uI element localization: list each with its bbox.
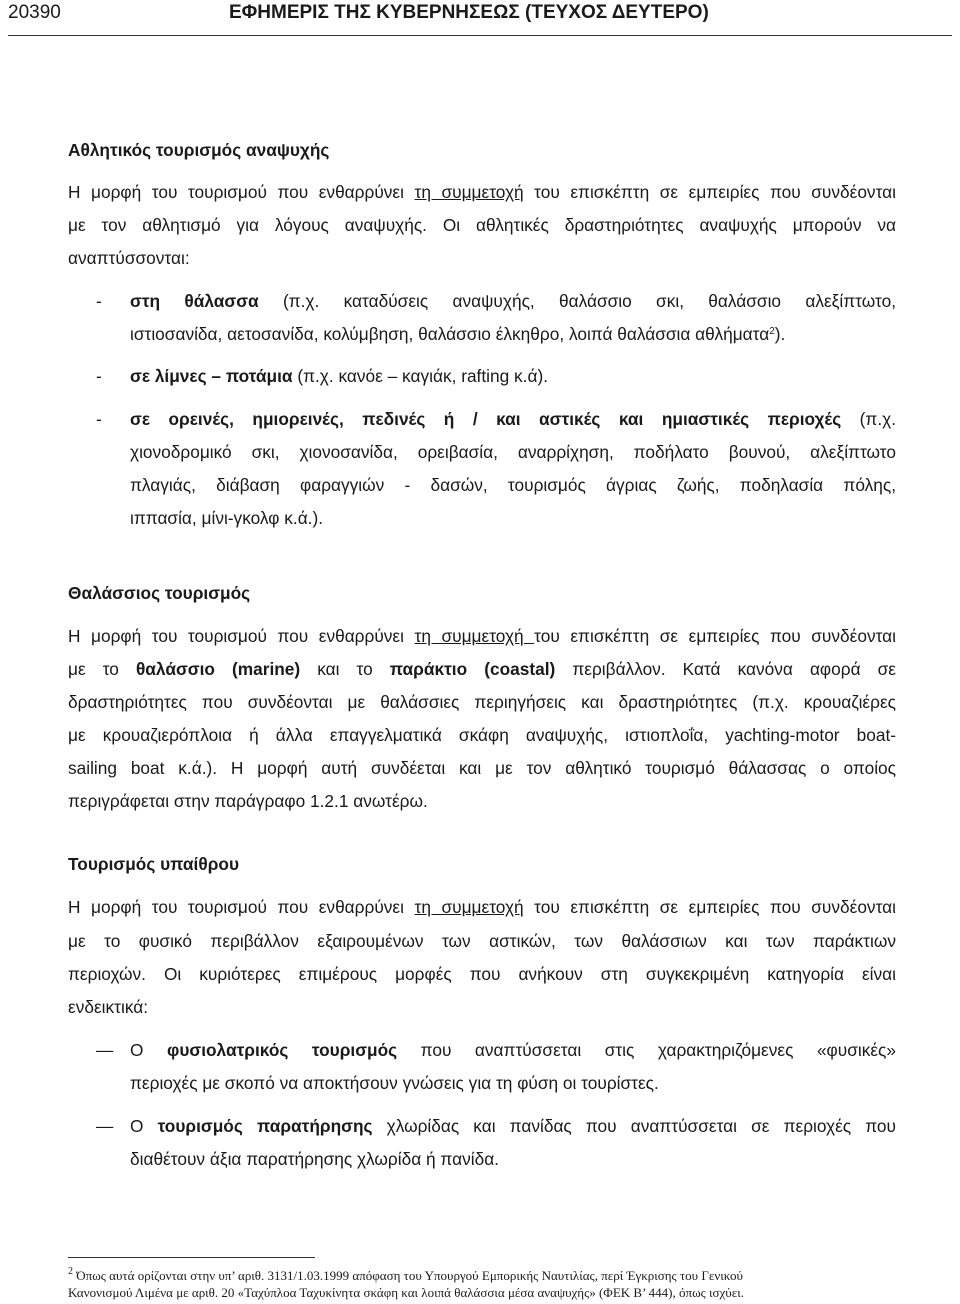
paragraph-line: αναπτύσσονται: <box>68 248 190 268</box>
paragraph-line: sailing boat κ.ά.). Η μορφή αυτή συνδέεται και με τον αθλητικό τουρισμό θάλασσας ο οποίος <box>68 758 896 778</box>
bullet-dash: - <box>96 291 102 311</box>
paragraph-line: δραστηριότητες που συνδέονται με θαλάσσιες περιηγήσεις και δραστηριότητες (π.χ. κρουαζιέρες <box>68 692 896 712</box>
bullet-dash: - <box>96 409 102 429</box>
list-item-mountain-line3: πλαγιάς, διάβαση φαραγγιών - δασών, τουρισμός άγριας ζωής, ποδηλασία πόλης, <box>130 475 896 495</box>
list-item-nature-tourism: Ο φυσιολατρικός τουρισμός που αναπτύσσεται στις χαρακτηριζόμενες «φυσικές» <box>130 1040 896 1060</box>
paragraph-line: με το θαλάσσιο (marine) και το παράκτιο (coastal) περιβάλλον. Κατά κανόνα αφορά σε <box>68 659 896 679</box>
paragraph-line: Η μορφή του τουρισμού που ενθαρρύνει τη συμμετοχή του επισκέπτη σε εμπειρίες που συνδέονται <box>68 626 896 646</box>
list-item-mountain-line2: χιονοδρομικό σκι, χιονοσανίδα, ορειβασία, αναρρίχηση, ποδήλατο βουνού, αλεξίπτωτο <box>130 442 896 462</box>
header-divider <box>8 35 952 36</box>
paragraph-line: περιγράφεται στην παράγραφο 1.2.1 ανωτέρω. <box>68 791 428 811</box>
page-header <box>8 2 952 32</box>
paragraph-line: με κρουαζιερόπλοια ή άλλα επαγγελματικά σκάφη αναψυχής, ιστιοπλοΐα, yachting-motor boat- <box>68 725 896 745</box>
section-heading-sports-tourism: Αθλητικός τουρισμός αναψυχής <box>68 140 330 160</box>
paragraph-line: Η μορφή του τουρισμού που ενθαρρύνει τη συμμετοχή του επισκέπτη σε εμπειρίες που συνδέονται <box>68 182 896 202</box>
paragraph-line: περιοχών. Οι κυριότερες επιμέρους μορφές που ανήκουν στη συγκεκριμένη κατηγορία είναι <box>68 964 896 984</box>
paragraph-line: με τον αθλητισμό για λόγους αναψυχής. Οι αθλητικές δραστηριότητες αναψυχής μπορούν να <box>68 215 896 235</box>
footnote-divider <box>68 1257 315 1258</box>
section-heading-rural-tourism: Τουρισμός υπαίθρου <box>68 854 239 874</box>
list-item-sea: στη θάλασσα (π.χ. καταδύσεις αναψυχής, θαλάσσιο σκι, θαλάσσιο αλεξίπτωτο, <box>130 291 896 311</box>
list-item-sea-line2: ιστιοσανίδα, αετοσανίδα, κολύμβηση, θαλάσσιο έλκηθρο, λοιπά θαλάσσια αθλήματα$^2$). <box>130 324 786 344</box>
list-item-mountain: σε ορεινές, ημιορεινές, πεδινές ή / και αστικές και ημιαστικές περιοχές (π.χ. <box>130 409 897 429</box>
bullet-emdash: — <box>96 1116 114 1136</box>
paragraph-line: ενδεικτικά: <box>68 997 149 1017</box>
bullet-dash: - <box>96 366 102 386</box>
paragraph-line: με το φυσικό περιβάλλον εξαιρουμένων των αστικών, των θαλάσσιων και των παράκτιων <box>68 931 896 951</box>
footnote-line: $^2$ Όπως αυτά ορίζονται στην υπ’ αριθ. 3131/1.03.1999 απόφαση του Υπουργού Εμπορικής Ναυτιλίας, περί Έγκρισης του Γενικού <box>68 1266 743 1283</box>
bullet-emdash: — <box>96 1040 114 1060</box>
page-number: 20390 <box>8 2 61 23</box>
paragraph-line: Η μορφή του τουρισμού που ενθαρρύνει τη συμμετοχή του επισκέπτη σε εμπειρίες που συνδέονται <box>68 897 896 917</box>
list-item-mountain-line4: ιππασία, μίνι-γκολφ κ.ά.). <box>130 508 324 528</box>
list-item-lakes-rivers: σε λίμνες – ποτάμια (π.χ. κανόε – καγιάκ, rafting κ.ά). <box>130 366 549 386</box>
list-item-nature-tourism-line2: περιοχές με σκοπό να αποκτήσουν γνώσεις για τη φύση οι τουρίστες. <box>130 1073 659 1093</box>
section-heading-marine-tourism: Θαλάσσιος τουρισμός <box>68 583 251 603</box>
gazette-title: ΕΦΗΜΕΡΙΣ ΤΗΣ ΚΥΒΕΡΝΗΣΕΩΣ (ΤΕΥΧΟΣ ΔΕΥΤΕΡΟ) <box>229 2 709 23</box>
list-item-observation-tourism-line2: διαθέτουν άξια παρατήρησης χλωρίδα ή πανίδα. <box>130 1149 499 1169</box>
footnote-line: Κανονισμού Λιμένα με αριθ. 20 «Ταχύπλοα Ταχυκίνητα σκάφη και λοιπά θαλάσσια μέσα αναψυχής» (ΦΕΚ Β’ 444), όπως ισχύει. <box>68 1285 744 1300</box>
list-item-observation-tourism: Ο τουρισμός παρατήρησης χλωρίδας και πανίδας που αναπτύσσεται σε περιοχές που <box>130 1116 896 1136</box>
